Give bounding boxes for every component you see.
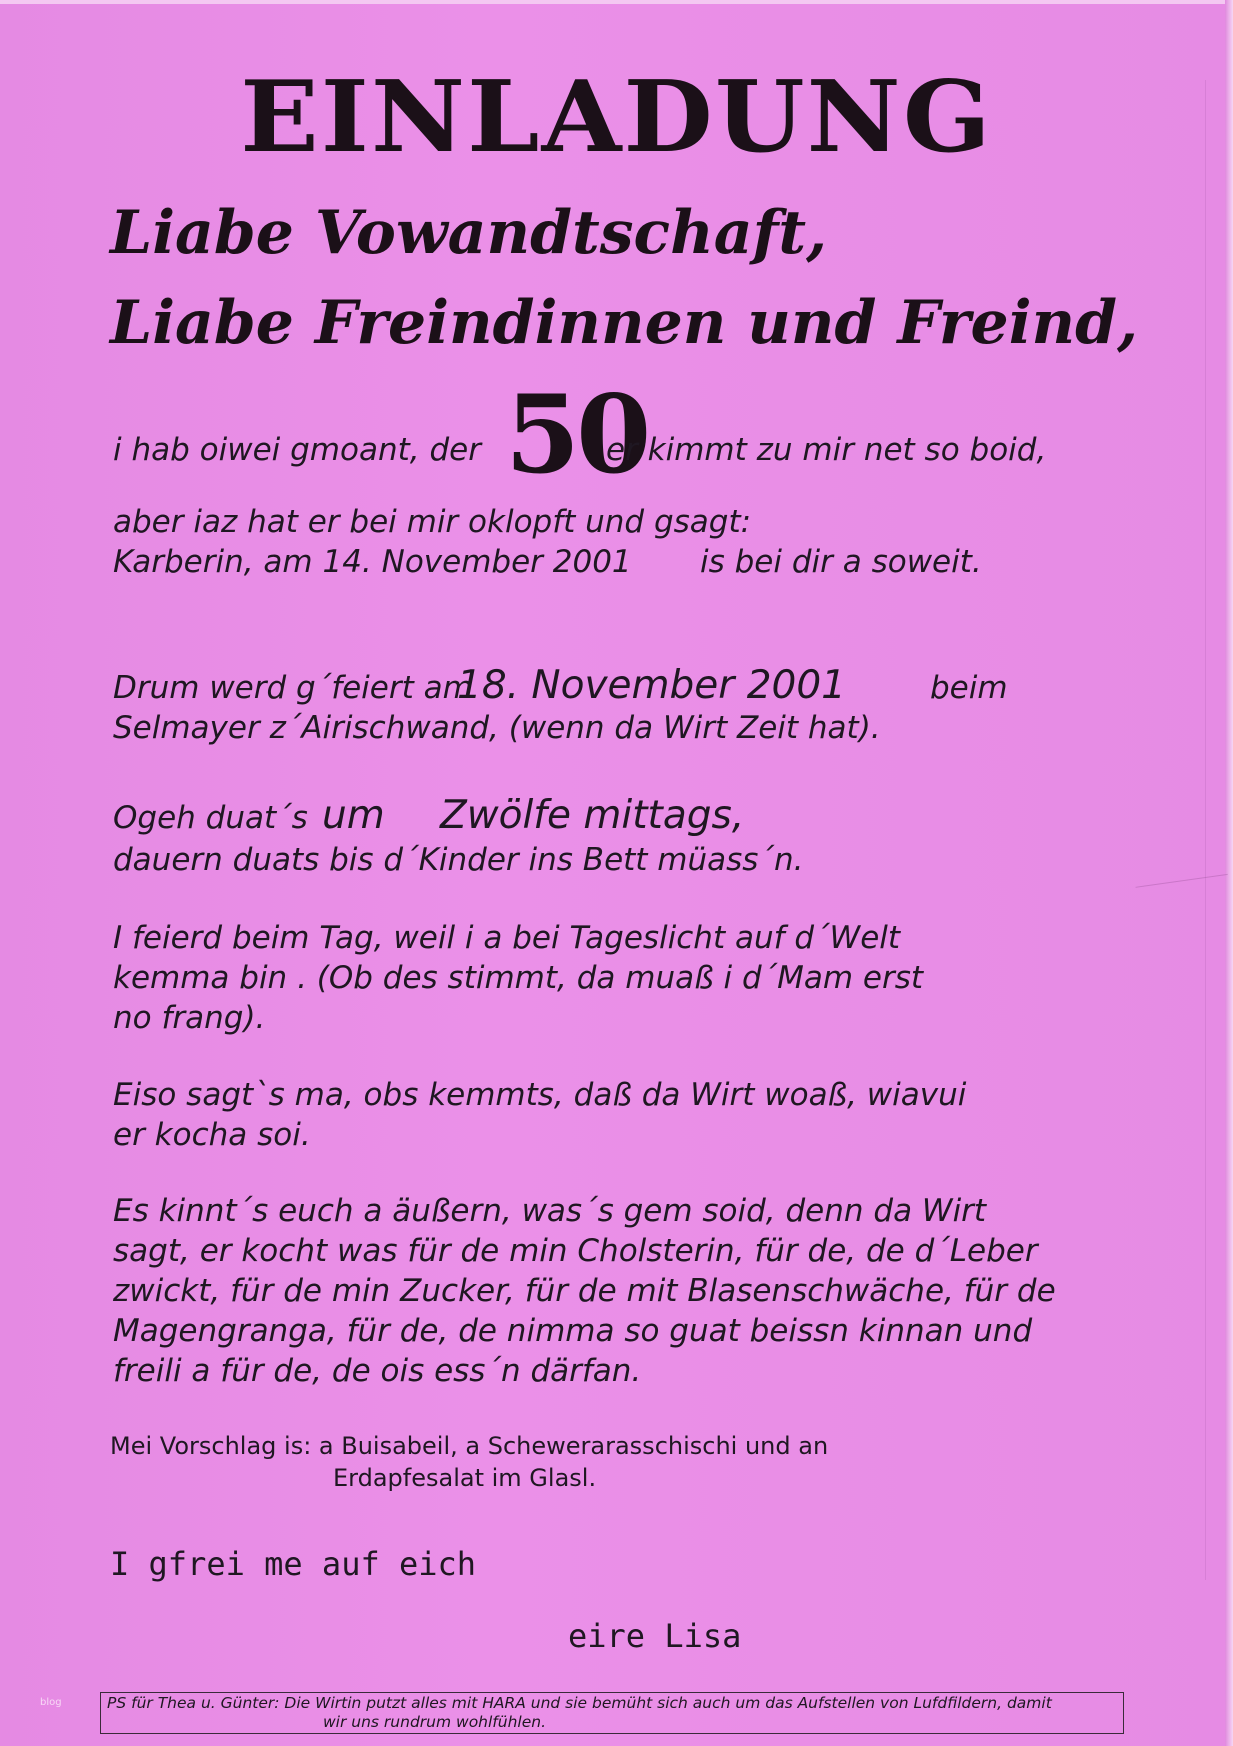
para5-line2: er kocha soi. bbox=[113, 1117, 311, 1153]
para4-line3: no frang). bbox=[113, 1000, 266, 1036]
ps-line-2: wir uns rundrum wohlfühlen. bbox=[323, 1713, 547, 1731]
para1-line3-date: Karberin, am 14. November 2001 bbox=[113, 544, 632, 580]
party-date: 18. November 2001 bbox=[457, 663, 846, 708]
watermark: blog bbox=[40, 1697, 62, 1708]
paper-fold bbox=[1205, 80, 1206, 1580]
para4-line1: I feierd beim Tag, weil i a bei Tageslicht auf d´Welt bbox=[113, 920, 901, 956]
invitation-title: EINLADUNG bbox=[240, 60, 993, 175]
closing-line: I gfrei me auf eich bbox=[110, 1545, 477, 1583]
proposal-line1: Mei Vorschlag is: a Buisabeil, a Schewerarasschischi und an bbox=[110, 1432, 829, 1460]
para6-line3: zwickt, für de min Zucker, für de mit Blasenschwäche, für de bbox=[113, 1273, 1056, 1309]
paper-crease bbox=[1136, 874, 1233, 957]
party-time: Zwölfe mittags, bbox=[440, 793, 745, 838]
para2-end: beim bbox=[930, 670, 1008, 706]
para1-line1-end: er kimmt zu mir net so boid, bbox=[606, 432, 1047, 468]
para3-start: Ogeh duat´s bbox=[113, 800, 308, 836]
para6-line4: Magengranga, für de, de nimma so guat beissn kinnan und bbox=[113, 1313, 1033, 1349]
para1-line3-end: is bei dir a soweit. bbox=[700, 544, 982, 580]
ps-box bbox=[100, 1692, 1124, 1734]
ps-line-1: PS für Thea u. Günter: Die Wirtin putzt alles mit HARA und sie bemüht sich auch um das Aufstellen von Lufdfildern, damit bbox=[107, 1694, 1052, 1712]
para6-line1: Es kinnt´s euch a äußern, was´s gem soid, denn da Wirt bbox=[113, 1193, 987, 1229]
para3-um: um bbox=[322, 793, 385, 838]
signature: eire Lisa bbox=[568, 1617, 742, 1655]
proposal-line2: Erdapfesalat im Glasl. bbox=[333, 1464, 597, 1492]
greeting-line-1: Liabe Vowandtschaft, bbox=[110, 198, 827, 268]
greeting-line-2: Liabe Freindinnen und Freind, bbox=[110, 288, 1138, 358]
para2-start: Drum werd g´feiert am bbox=[113, 670, 473, 706]
para4-line2: kemma bin . (Ob des stimmt, da muaß i d´Mam erst bbox=[113, 960, 924, 996]
para5-line1: Eiso sagt`s ma, obs kemmts, daß da Wirt woaß, wiavui bbox=[113, 1077, 967, 1113]
para3-line2: dauern duats bis d´Kinder ins Bett müass´n. bbox=[113, 842, 804, 878]
para1-line2: aber iaz hat er bei mir oklopft und gsagt: bbox=[113, 504, 752, 540]
para1-line1-start: i hab oiwei gmoant, der bbox=[113, 432, 481, 468]
para6-line5: freili a für de, de ois ess´n därfan. bbox=[113, 1353, 642, 1389]
fifty-number: 50 bbox=[505, 372, 648, 498]
paper-top-edge bbox=[0, 0, 1233, 4]
para2-line2: Selmayer z´Airischwand, (wenn da Wirt Zeit hat). bbox=[113, 710, 881, 746]
para6-line2: sagt, er kocht was für de min Cholsterin, für de, de d´Leber bbox=[113, 1233, 1038, 1269]
